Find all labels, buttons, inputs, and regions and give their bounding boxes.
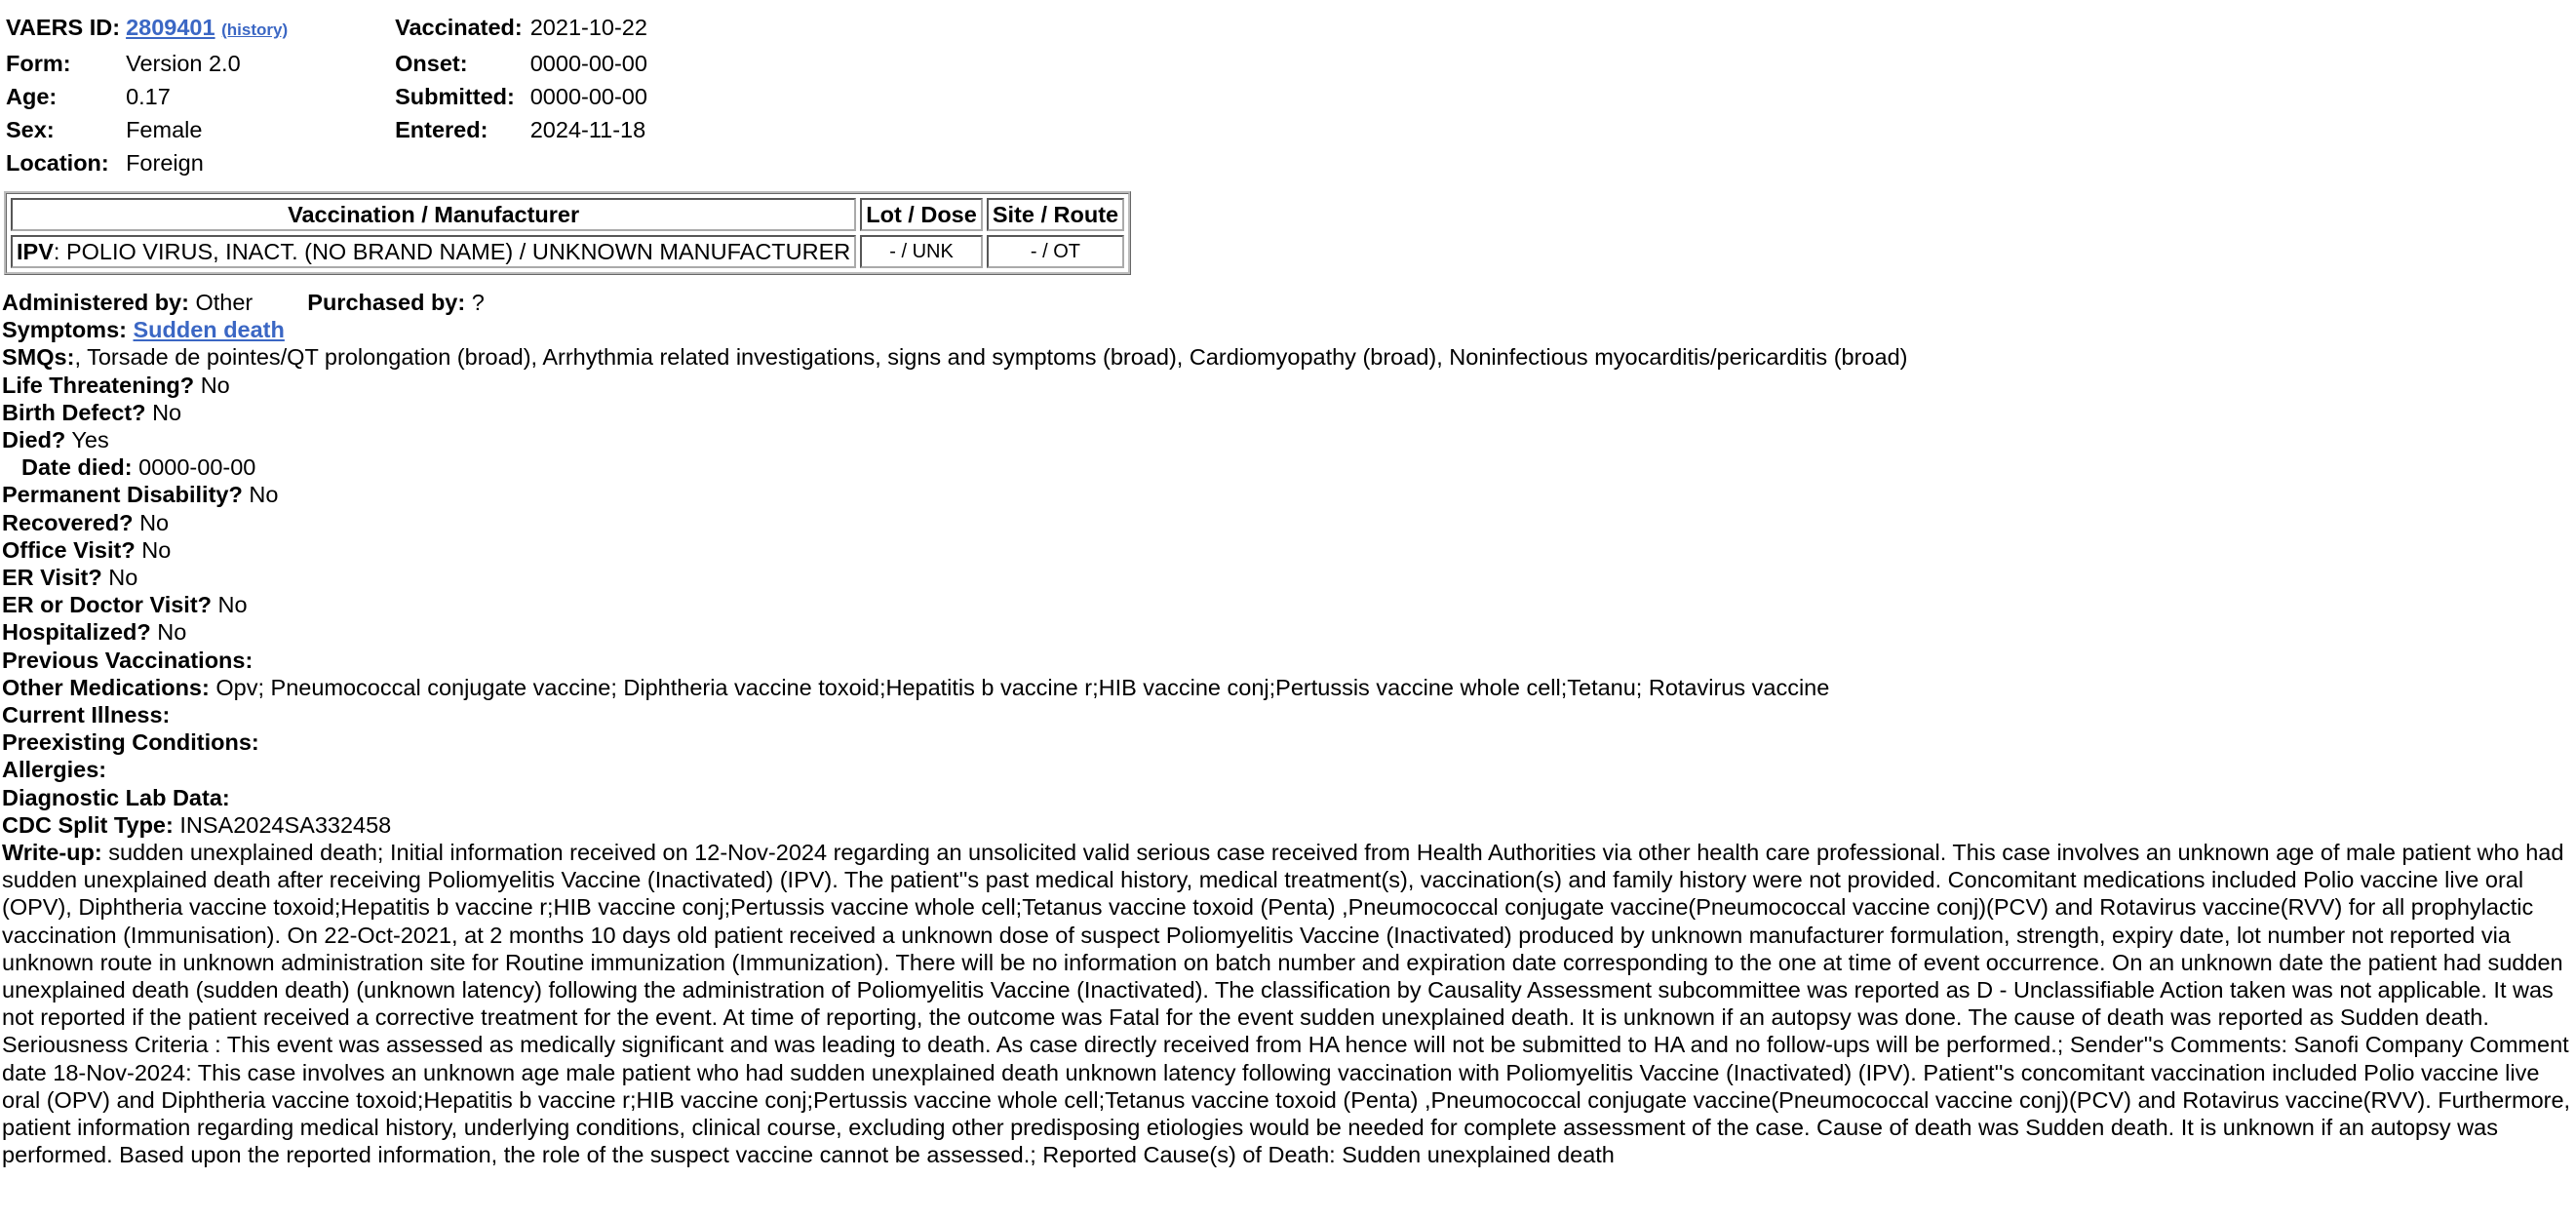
column-header-lot-dose: Lot / Dose (860, 198, 983, 231)
died-row (2, 426, 2576, 453)
current-illness-label: Current Illness: (2, 702, 171, 728)
administered-row (2, 289, 2576, 316)
purchased-value: ? (471, 290, 485, 315)
birth-defect-row (2, 399, 2576, 426)
hospitalized-value: No (157, 619, 187, 646)
vaccination-cell (11, 235, 856, 268)
location-value: Foreign (126, 150, 204, 176)
office-visit-label: Office Visit? (2, 536, 136, 563)
birth-defect-label: Birth Defect? (2, 399, 146, 425)
administered-value: Other (195, 290, 254, 315)
entered-value: 2024-11-18 (529, 117, 646, 142)
lot-dose-cell: - / UNK (860, 235, 983, 268)
cdc-split-type-value: INSA2024SA332458 (179, 811, 392, 838)
date-died-value: 0000-00-00 (138, 454, 256, 481)
life-threatening-value: No (200, 372, 230, 398)
entered-label: Entered: (395, 117, 488, 142)
preexisting-conditions-label: Preexisting Conditions: (2, 729, 259, 756)
smqs-value: , Torsade de pointes/QT prolongation (broad), Arrhythmia related investigations, signs and symptoms (broad), Cardiomyopathy (broad), Noninfectious myocarditis/pericarditis (broad) (74, 344, 1908, 371)
vaccination-table-header (11, 198, 1124, 231)
history-link[interactable]: (history) (221, 20, 289, 39)
diagnostic-lab-label: Diagnostic Lab Data: (2, 784, 230, 810)
vaccination-table (4, 191, 1131, 275)
table-row (11, 235, 1124, 268)
vaccinated-label: Vaccinated: (395, 15, 523, 40)
submitted-label: Submitted: (395, 84, 515, 109)
preexisting-conditions-row (2, 728, 2576, 756)
location-label: Location: (6, 150, 109, 176)
recovered-label: Recovered? (2, 509, 134, 535)
hospitalized-label: Hospitalized? (2, 619, 151, 646)
age-value: 0.17 (126, 84, 171, 109)
onset-value: 0000-00-00 (529, 51, 647, 76)
form-label: Form: (6, 51, 71, 76)
other-medications-value: Opv; Pneumococcal conjugate vaccine; Diphtheria vaccine toxoid;Hepatitis b vaccine r;HIB vaccine conj;Pertussis vaccine whole cell;Tetanu; Rotavirus vaccine (215, 674, 1830, 700)
office-visit-row (2, 536, 2576, 564)
er-doctor-label: ER or Doctor Visit? (2, 592, 213, 618)
symptoms-label: Symptoms: (2, 317, 127, 343)
writeup-section (2, 839, 2576, 1168)
symptom-link[interactable]: Sudden death (133, 317, 285, 343)
vaers-id-label: VAERS ID: (6, 15, 121, 40)
age-label: Age: (6, 84, 58, 109)
previous-vaccinations-label: Previous Vaccinations: (2, 647, 254, 673)
permanent-disability-label: Permanent Disability? (2, 482, 243, 508)
vaccinated-value: 2021-10-22 (529, 15, 647, 40)
recovered-row (2, 509, 2576, 536)
onset-label: Onset: (395, 51, 468, 76)
er-doctor-row (2, 591, 2576, 618)
er-visit-value: No (108, 565, 138, 591)
life-threatening-label: Life Threatening? (2, 372, 195, 398)
other-medications-label: Other Medications: (2, 674, 210, 700)
column-header-vaccination: Vaccination / Manufacturer (11, 198, 856, 231)
hospitalized-row (2, 618, 2576, 646)
other-medications-row (2, 674, 2576, 701)
er-visit-label: ER Visit? (2, 565, 102, 591)
sex-value: Female (126, 117, 203, 142)
symptoms-row (2, 316, 2576, 343)
vaers-id-link[interactable]: 2809401 (126, 15, 215, 40)
er-doctor-value: No (217, 592, 248, 618)
vax-type: IPV (17, 239, 54, 264)
diagnostic-lab-row (2, 784, 2576, 811)
died-label: Died? (2, 427, 66, 453)
form-value: Version 2.0 (126, 51, 241, 76)
er-visit-row (2, 564, 2576, 591)
report-header (6, 14, 647, 182)
smqs-label: SMQs: (2, 344, 75, 371)
birth-defect-value: No (152, 399, 182, 425)
permanent-disability-value: No (249, 482, 279, 508)
life-threatening-row (2, 372, 2576, 399)
cdc-split-type-label: CDC Split Type: (2, 811, 174, 838)
recovered-value: No (139, 509, 170, 535)
previous-vaccinations-row (2, 647, 2576, 674)
office-visit-value: No (141, 536, 172, 563)
permanent-disability-row (2, 481, 2576, 508)
writeup-text: sudden unexplained death; Initial information received on 12-Nov-2024 regarding an unsolicited valid serious case received from Health Authorities via other health care professional. This case involves an unknown age of male patient who had sudden unexplained death after receiving Poliomyelitis Vaccine (Inactivated) (IPV). The patient''s past medical history, medical treatment(s), vaccination(s) and family history were not provided. Concomitant medications included Polio vaccine live oral (OPV), Diphtheria vaccine toxoid;Hepatitis b vaccine r;HIB vaccine conj;Pertussis vaccine whole cell;Tetanus vaccine toxoid (Penta) ,Pneumococcal conjugate vaccine(Pneumococcal vaccine conj)(PCV) and Rotavirus vaccine(RVV) for all prophylactic vaccination (Immunisation). On 22-Oct-2021, at 2 months 10 days old patient received a unknown dose of suspect Poliomyelitis Vaccine (Inactivated) produced by unknown manufacturer formulation, strength, expiry date, lot number not reported via unknown route in unknown administration site for Routine immunization (Immunization). There will be no information on batch number and expiration date corresponding to the one at time of event occurrence. On an unknown date the patient had sudden unexplained death (sudden death) (unknown latency) following the administration of Poliomyelitis Vaccine (Inactivated). The classification by Causality Assessment subcommittee was reported as D - Unclassifiable Action taken was not applicable. It was not reported if the patient received a corrective treatment for the event. At time of reporting, the outcome was Fatal for the event sudden unexplained death. It is unknown if an autopsy was done. The cause of death was reported as Sudden death. Seriousness Criteria : This event was assessed as medically significant and was leading to death. As case directly received from HA hence will not be submitted to HA and no follow-ups will be performed.; Sender''s Comments: Sanofi Company Comment date 18-Nov-2024: This case involves an unknown age male patient who had sudden unexplained death unknown latency following vaccination with Poliomyelitis Vaccine (Inactivated) (IPV). Patient''s concomitant vaccination included Polio vaccine live oral (OPV) and Diphtheria vaccine toxoid;Hepatitis b vaccine r;HIB vaccine conj;Pertussis vaccine whole cell;Tetanus vaccine toxoid (Penta) ,Pneumococcal conjugate vaccine(Pneumococcal vaccine conj)(PCV) and Rotavirus vaccine(RVV). Furthermore, patient information regarding medical history, underlying conditions, clinical course, excluding other predisposing etiologies would be needed for complete assessment of the case. Cause of death was Sudden death. It is unknown if an autopsy was performed. Based upon the reported information, the role of the suspect vaccine cannot be assessed.; Reported Cause(s) of Death: Sudden unexplained death (2, 840, 2571, 1168)
sex-label: Sex: (6, 117, 55, 142)
current-illness-row (2, 701, 2576, 728)
allergies-label: Allergies: (2, 757, 107, 783)
allergies-row (2, 756, 2576, 783)
site-route-cell: - / OT (987, 235, 1124, 268)
smqs-row (2, 343, 2576, 371)
column-header-site-route: Site / Route (987, 198, 1124, 231)
administered-label: Administered by: (2, 290, 189, 315)
cdc-split-type-row (2, 811, 2576, 839)
writeup-label: Write-up: (2, 840, 102, 866)
vax-description: : POLIO VIRUS, INACT. (NO BRAND NAME) / UNKNOWN MANUFACTURER (53, 239, 851, 264)
date-died-row (2, 453, 2576, 481)
purchased-label: Purchased by: (307, 290, 466, 315)
date-died-label: Date died: (21, 454, 133, 481)
submitted-value: 0000-00-00 (529, 84, 647, 109)
died-value: Yes (71, 427, 109, 453)
vaers-report (0, 14, 2576, 1169)
